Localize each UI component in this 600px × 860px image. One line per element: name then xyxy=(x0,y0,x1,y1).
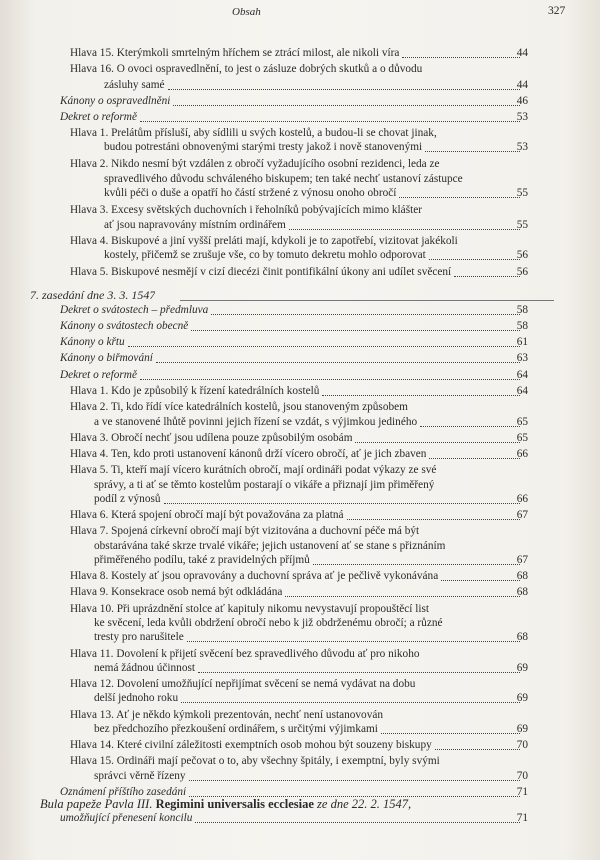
entry-text: Kánony o ospravedlnění xyxy=(60,95,171,107)
entry-text: Hlava 7. Spojená církevní obročí mají být vizitována a duchovní péče má být xyxy=(70,525,420,537)
entry-page-number: 67 xyxy=(516,509,528,521)
entry-text: Hlava 12. Dovolení umožňující nepřijímat svěcení se nemá vydávat na dobu xyxy=(70,678,416,690)
entry-page-number: 44 xyxy=(516,79,528,91)
entry-page-number: 53 xyxy=(516,141,528,153)
leader-dots xyxy=(156,362,520,363)
leader-dots xyxy=(347,519,520,520)
entry-text: Hlava 5. Biskupové nesmějí v cizí diecézi činit pontifikální úkony ani udílet svěcení xyxy=(70,266,452,278)
entry-text: a ve stanovené lhůtě povinni jejich řízení se vzdát, s výjimkou jediného xyxy=(94,416,418,428)
entry-text: Hlava 2. Nikdo nesmí být vzdálen z obročí vyžadujícího osobní rezidenci, leda ze xyxy=(70,158,440,170)
page-number: 327 xyxy=(548,5,566,17)
entry-page-number: 68 xyxy=(516,586,528,598)
entry-page-number: 44 xyxy=(516,47,528,59)
entry-page-number: 55 xyxy=(516,219,528,231)
leader-dots xyxy=(189,780,520,781)
entry-page-number: 65 xyxy=(516,416,528,428)
entry-text: Hlava 2. Ti, kdo řídí více katedrálních kostelů, jsou stanoveným způsobem xyxy=(70,401,408,413)
leader-dots xyxy=(187,641,520,642)
leader-dots xyxy=(189,796,520,797)
entry-text: podíl z výnosů xyxy=(94,493,161,505)
entry-page-number: 65 xyxy=(516,432,528,444)
leader-dots xyxy=(289,229,520,230)
entry-text: delší jednoho roku xyxy=(94,692,179,704)
entry-page-number: 55 xyxy=(516,187,528,199)
entry-text: kostely, přičemž se zrušuje vše, co by tomuto dekretu mohlo odporovat xyxy=(104,249,426,261)
entry-text: Hlava 6. Která spojení obročí mají být považována za platná xyxy=(70,509,344,521)
leader-dots xyxy=(322,395,520,396)
entry-text: Hlava 3. Excesy světských duchovních i řeholníků pobývajících mimo klášter xyxy=(70,204,423,216)
entry-page-number: 67 xyxy=(516,554,528,566)
entry-text: Hlava 15. Ordináři mají pečovat o to, aby všechny špitály, i exemptní, byly svými xyxy=(70,755,440,767)
entry-page-number: 71 xyxy=(516,812,528,824)
entry-page-number: 46 xyxy=(516,95,528,107)
entry-text: Hlava 14. Které civilní záležitosti exemptních osob mohou být souzeny biskupy xyxy=(70,739,432,751)
entry-page-number: 69 xyxy=(516,662,528,674)
entry-text: Oznámení příštího zasedání xyxy=(60,786,187,798)
leader-dots xyxy=(198,672,520,673)
entry-page-number: 70 xyxy=(516,739,528,751)
leader-dots xyxy=(173,105,520,106)
entry-text: Dekret o reformě xyxy=(60,369,137,381)
running-title: Obsah xyxy=(232,6,261,18)
entry-page-number: 56 xyxy=(516,266,528,278)
entry-text: Hlava 1. Kdo je způsobilý k řízení katedrálních kostelů xyxy=(70,385,320,397)
leader-dots xyxy=(164,503,520,504)
entry-page-number: 63 xyxy=(516,352,528,364)
entry-text: Kánony o svátostech obecně xyxy=(60,320,189,332)
entry-text: ať jsou napravovány místním ordinářem xyxy=(104,219,286,231)
bula-heading xyxy=(40,798,411,811)
entry-text: Kánony o křtu xyxy=(60,336,125,348)
bula-prefix: Bula papeže Pavla III. xyxy=(40,798,153,811)
entry-text: Hlava 4. Ten, kdo proti ustanovení kánonů drží vícero obročí, ať je jich zbaven xyxy=(70,448,427,460)
entry-text: Hlava 5. Ti, kteří mají vícero kurátních obročí, mají ordináři podat výkazy ze své xyxy=(70,464,437,476)
entry-page-number: 53 xyxy=(516,111,528,123)
entry-page-number: 69 xyxy=(516,692,528,704)
entry-text: tresty pro narušitele xyxy=(94,631,184,643)
entry-page-number: 64 xyxy=(516,369,528,381)
leader-dots xyxy=(128,346,520,347)
entry-page-number: 69 xyxy=(516,723,528,735)
entry-text: Hlava 10. Při uprázdnění stolce ať kapituly nikomu nevystavují propouštěcí list xyxy=(70,603,430,615)
entry-text: správci věrně řízeny xyxy=(94,770,186,782)
leader-dots xyxy=(191,330,520,331)
leader-dots xyxy=(285,596,520,597)
entry-text: Hlava 13. Ať je někdo kýmkoli prezentován, nechť není ustanovován xyxy=(70,709,384,721)
leader-dots xyxy=(181,702,520,703)
bula-title: Regimini universalis ecclesiae xyxy=(155,798,314,811)
leader-dots xyxy=(140,121,520,122)
entry-page-number: 66 xyxy=(516,493,528,505)
entry-page-number: 71 xyxy=(516,786,528,798)
entry-page-number: 58 xyxy=(516,320,528,332)
entry-page-number: 58 xyxy=(516,304,528,316)
entry-text: spravedlivého důvodu schváleného biskupem; ten také nechť ustanoví zástupce xyxy=(104,173,463,185)
session-rule xyxy=(180,300,554,301)
entry-text: Hlava 4. Biskupové a jiní vyšší preláti mají, kdykoli je to zapotřebí, vizitovat jakékoli xyxy=(70,235,458,247)
entry-page-number: 68 xyxy=(516,570,528,582)
session-title: 7. zasedání xyxy=(30,289,84,302)
entry-text: správy, a ti ať se těmto kostelům postarají o vikáře a přiznají jim přiměřený xyxy=(94,479,435,491)
entry-text: Hlava 11. Dovolení k přijetí svěcení bez spravedlivého důvodu ať pro nikoho xyxy=(70,648,420,660)
entry-text: Hlava 8. Kostely ať jsou opravovány a duchovní správa ať je pečlivě vykonávána xyxy=(70,570,439,582)
entry-text: Dekret o reformě xyxy=(60,111,137,123)
entry-text: Kánony o biřmování xyxy=(60,352,153,364)
entry-page-number: 61 xyxy=(516,336,528,348)
entry-text: umožňující přenesení koncilu xyxy=(60,812,193,824)
session-date: dne 3. 3. 1547 xyxy=(87,289,156,302)
session-heading xyxy=(30,289,155,302)
entry-text: Hlava 1. Prelátům přísluší, aby sídlili u svých kostelů, a budou-li se chovat jinak, xyxy=(70,127,437,139)
entry-text: Hlava 9. Konsekrace osob nemá být odkládána xyxy=(70,586,283,598)
entry-text: Hlava 16. O ovoci ospravedlnění, to jest o zásluze dobrých skutků a o důvodu xyxy=(70,63,423,75)
entry-text: budou potrestáni obnovenými starými tresty jakož i nově stanovenými xyxy=(104,141,423,153)
entry-text: Dekret o svátostech – předmluva xyxy=(60,304,209,316)
entry-page-number: 56 xyxy=(516,249,528,261)
entry-text: zásluhy samé xyxy=(104,79,165,91)
bula-date: ze dne 22. 2. 1547, xyxy=(317,798,412,811)
leader-dots xyxy=(195,822,520,823)
leader-dots xyxy=(168,89,520,90)
entry-text: obstarávána také skrze trvalé vikáře; jejich ustanovení ať se stane s přiznáním xyxy=(94,540,446,552)
entry-text: Hlava 3. Obročí nechť jsou udílena pouze způsobilým osobám xyxy=(70,432,353,444)
entry-page-number: 66 xyxy=(516,448,528,460)
entry-page-number: 64 xyxy=(516,385,528,397)
leader-dots xyxy=(211,314,520,315)
leader-dots xyxy=(140,379,520,380)
leader-dots xyxy=(313,564,520,565)
entry-page-number: 70 xyxy=(516,770,528,782)
entry-text: ke svěcení, leda kvůli obdržení obročí nebo k již obdrženému obročí; a různé xyxy=(94,617,443,629)
entry-page-number: 68 xyxy=(516,631,528,643)
leader-dots xyxy=(355,442,520,443)
entry-text: Hlava 15. Kterýmkoli smrtelným hříchem se ztrácí milost, ale nikoli víra xyxy=(70,47,400,59)
entry-text: kvůli péči o duše a opatří ho částí stržené z výnosu onoho obročí xyxy=(104,187,397,199)
entry-text: přiměřeného podílu, také z pravidelných příjmů xyxy=(94,554,310,566)
entry-text: bez předchozího přezkoušení ordinářem, s určitými výjimkami xyxy=(94,723,378,735)
entry-text: nemá žádnou účinnost xyxy=(94,662,196,674)
